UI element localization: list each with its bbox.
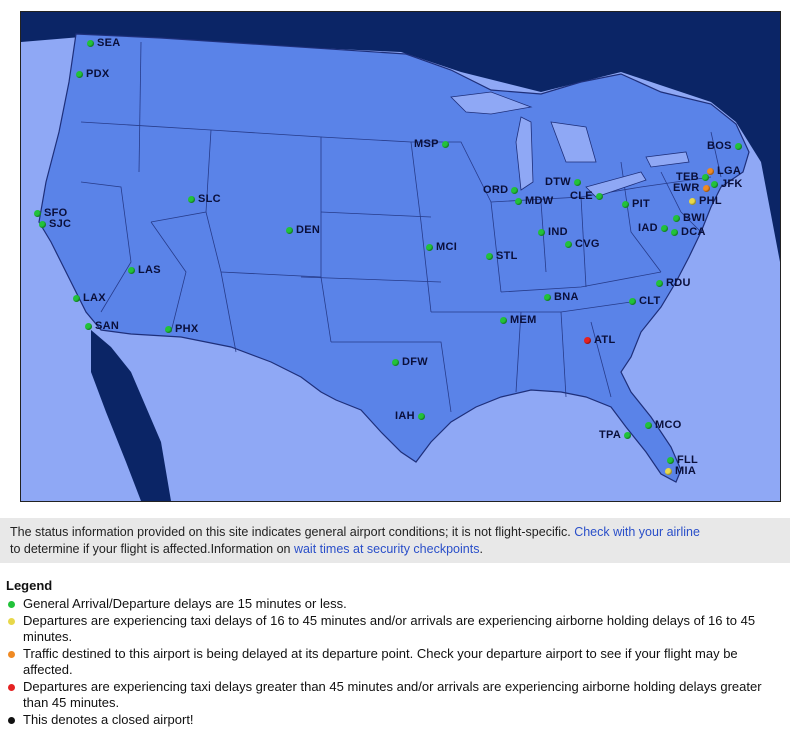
- status-dot: [486, 253, 493, 260]
- status-dot: [39, 221, 46, 228]
- legend-dot: [8, 601, 15, 608]
- airport-marker[interactable]: [515, 195, 553, 207]
- airport-marker[interactable]: [599, 429, 631, 441]
- airport-code: MEM: [510, 314, 537, 326]
- airport-marker[interactable]: [689, 195, 722, 207]
- airport-marker[interactable]: [570, 190, 603, 202]
- airport-marker[interactable]: [671, 226, 706, 238]
- airport-code: MIA: [675, 465, 697, 477]
- airport-code: CVG: [575, 238, 600, 250]
- airport-marker[interactable]: [128, 264, 161, 276]
- airport-marker[interactable]: [500, 314, 537, 326]
- airport-marker[interactable]: [544, 291, 579, 303]
- status-dot: [661, 225, 668, 232]
- airport-marker[interactable]: [565, 238, 600, 250]
- legend-item: [6, 679, 786, 711]
- airport-marker[interactable]: [711, 178, 743, 190]
- airport-code: IAD: [638, 222, 658, 234]
- status-dot: [442, 141, 449, 148]
- airport-code: SLC: [198, 193, 221, 205]
- airport-marker[interactable]: [645, 419, 682, 431]
- status-dot: [565, 241, 572, 248]
- airport-code: BOS: [707, 140, 732, 152]
- legend: [6, 578, 786, 729]
- legend-text: Traffic destined to this airport is being delayed at its departure point. Check your departure airport to see if your flight may be affected.: [23, 646, 738, 677]
- airport-code: DEN: [296, 224, 321, 236]
- security-wait-times-link[interactable]: wait times at security checkpoints: [293, 542, 480, 556]
- status-dot: [426, 244, 433, 251]
- notice-text-3: .: [479, 542, 483, 556]
- airport-status-map: [20, 11, 781, 502]
- airport-marker[interactable]: [629, 295, 660, 307]
- status-dot: [735, 143, 742, 150]
- legend-item: [6, 646, 786, 678]
- status-dot: [673, 215, 680, 222]
- airport-marker[interactable]: [673, 182, 710, 194]
- airport-code: SEA: [97, 37, 121, 49]
- status-dot: [667, 457, 674, 464]
- airport-marker[interactable]: [622, 198, 650, 210]
- legend-item: [6, 596, 786, 612]
- airport-code: IND: [548, 226, 568, 238]
- airport-marker[interactable]: [165, 323, 199, 335]
- airport-marker[interactable]: [486, 250, 518, 262]
- status-dot: [286, 227, 293, 234]
- status-dot: [76, 71, 83, 78]
- status-dot: [665, 468, 672, 475]
- airport-code: LAX: [83, 292, 106, 304]
- airport-code: BWI: [683, 212, 706, 224]
- airport-code: SAN: [95, 320, 120, 332]
- airport-marker[interactable]: [538, 226, 568, 238]
- legend-item: [6, 613, 786, 645]
- airport-code: DTW: [545, 176, 571, 188]
- status-dot: [515, 198, 522, 205]
- airport-marker[interactable]: [676, 171, 709, 183]
- airport-code: PHL: [699, 195, 722, 207]
- airport-code: CLT: [639, 295, 661, 307]
- status-dot: [392, 359, 399, 366]
- airport-code: TPA: [599, 429, 622, 441]
- status-dot: [596, 193, 603, 200]
- airport-marker[interactable]: [73, 292, 106, 304]
- airport-code: SJC: [49, 218, 72, 230]
- status-dot: [671, 229, 678, 236]
- airport-marker[interactable]: [584, 334, 615, 346]
- airport-code: ATL: [594, 334, 616, 346]
- status-dot: [34, 210, 41, 217]
- status-dot: [584, 337, 591, 344]
- airport-marker[interactable]: [483, 184, 518, 196]
- legend-text: This denotes a closed airport!: [23, 712, 194, 727]
- airport-marker[interactable]: [76, 68, 110, 80]
- legend-dot: [8, 717, 15, 724]
- status-dot: [689, 198, 696, 205]
- status-dot: [538, 229, 545, 236]
- legend-item: [6, 712, 786, 728]
- airport-code: DCA: [681, 226, 706, 238]
- status-dot: [85, 323, 92, 330]
- airport-code: MCI: [436, 241, 458, 253]
- legend-text: General Arrival/Departure delays are 15 minutes or less.: [23, 596, 347, 611]
- status-dot: [703, 185, 710, 192]
- airport-code: IAH: [395, 410, 415, 422]
- airport-code: STL: [496, 250, 518, 262]
- status-dot: [711, 181, 718, 188]
- legend-text: Departures are experiencing taxi delays greater than 45 minutes and/or arrivals are experiencing airborne holding delays greater than 45 minutes.: [23, 679, 762, 710]
- notice-text-2: to determine if your flight is affected.Information on: [10, 542, 294, 556]
- airport-marker[interactable]: [188, 193, 221, 205]
- airport-marker[interactable]: [545, 176, 581, 188]
- airport-code: LGA: [717, 165, 742, 177]
- legend-title: Legend: [6, 578, 53, 593]
- check-airline-link[interactable]: Check with your airline: [574, 525, 700, 539]
- status-dot: [629, 298, 636, 305]
- status-dot: [511, 187, 518, 194]
- notice-text-1: The status information provided on this site indicates general airport conditions; it is not flight-specific.: [10, 525, 575, 539]
- airport-code: BNA: [554, 291, 579, 303]
- airport-marker[interactable]: [286, 224, 320, 236]
- airport-code: PDX: [86, 68, 110, 80]
- airport-marker[interactable]: [395, 410, 425, 422]
- legend-text: Departures are experiencing taxi delays of 16 to 45 minutes and/or arrivals are experiencing airborne holding delays of 16 to 45 minutes.: [23, 613, 756, 644]
- airport-marker[interactable]: [656, 277, 691, 289]
- airport-marker[interactable]: [392, 356, 428, 368]
- status-dot: [73, 295, 80, 302]
- airport-marker[interactable]: [707, 140, 742, 152]
- status-dot: [707, 168, 714, 175]
- status-dot: [87, 40, 94, 47]
- airport-code: JFK: [721, 178, 743, 190]
- airport-code: EWR: [673, 182, 700, 194]
- airport-code: FLL: [677, 454, 699, 466]
- status-dot: [500, 317, 507, 324]
- airport-code: MSP: [414, 138, 439, 150]
- status-notice: [0, 518, 790, 563]
- baja-water: [91, 330, 171, 501]
- airport-marker[interactable]: [85, 320, 119, 332]
- status-dot: [188, 196, 195, 203]
- status-dot: [544, 294, 551, 301]
- legend-dot: [8, 618, 15, 625]
- airport-marker[interactable]: [414, 138, 449, 150]
- airport-marker[interactable]: [87, 37, 121, 49]
- airport-code: TEB: [676, 171, 699, 183]
- airport-code: SFO: [44, 207, 68, 219]
- airport-marker[interactable]: [638, 222, 668, 234]
- airport-marker[interactable]: [39, 218, 71, 230]
- airport-marker[interactable]: [707, 165, 741, 177]
- status-dot: [624, 432, 631, 439]
- status-dot: [128, 267, 135, 274]
- legend-dot: [8, 651, 15, 658]
- status-dot: [622, 201, 629, 208]
- airport-code: MCO: [655, 419, 682, 431]
- airport-marker[interactable]: [673, 212, 705, 224]
- airport-code: RDU: [666, 277, 691, 289]
- airport-code: ORD: [483, 184, 509, 196]
- airport-code: PHX: [175, 323, 199, 335]
- airport-code: DFW: [402, 356, 428, 368]
- legend-dot: [8, 684, 15, 691]
- status-dot: [418, 413, 425, 420]
- airport-marker[interactable]: [426, 241, 457, 253]
- airport-code: CLE: [570, 190, 593, 202]
- status-dot: [656, 280, 663, 287]
- airport-code: PIT: [632, 198, 651, 210]
- airport-code: MDW: [525, 195, 554, 207]
- status-dot: [165, 326, 172, 333]
- status-dot: [574, 179, 581, 186]
- status-dot: [645, 422, 652, 429]
- airport-code: LAS: [138, 264, 161, 276]
- airport-marker[interactable]: [665, 465, 696, 477]
